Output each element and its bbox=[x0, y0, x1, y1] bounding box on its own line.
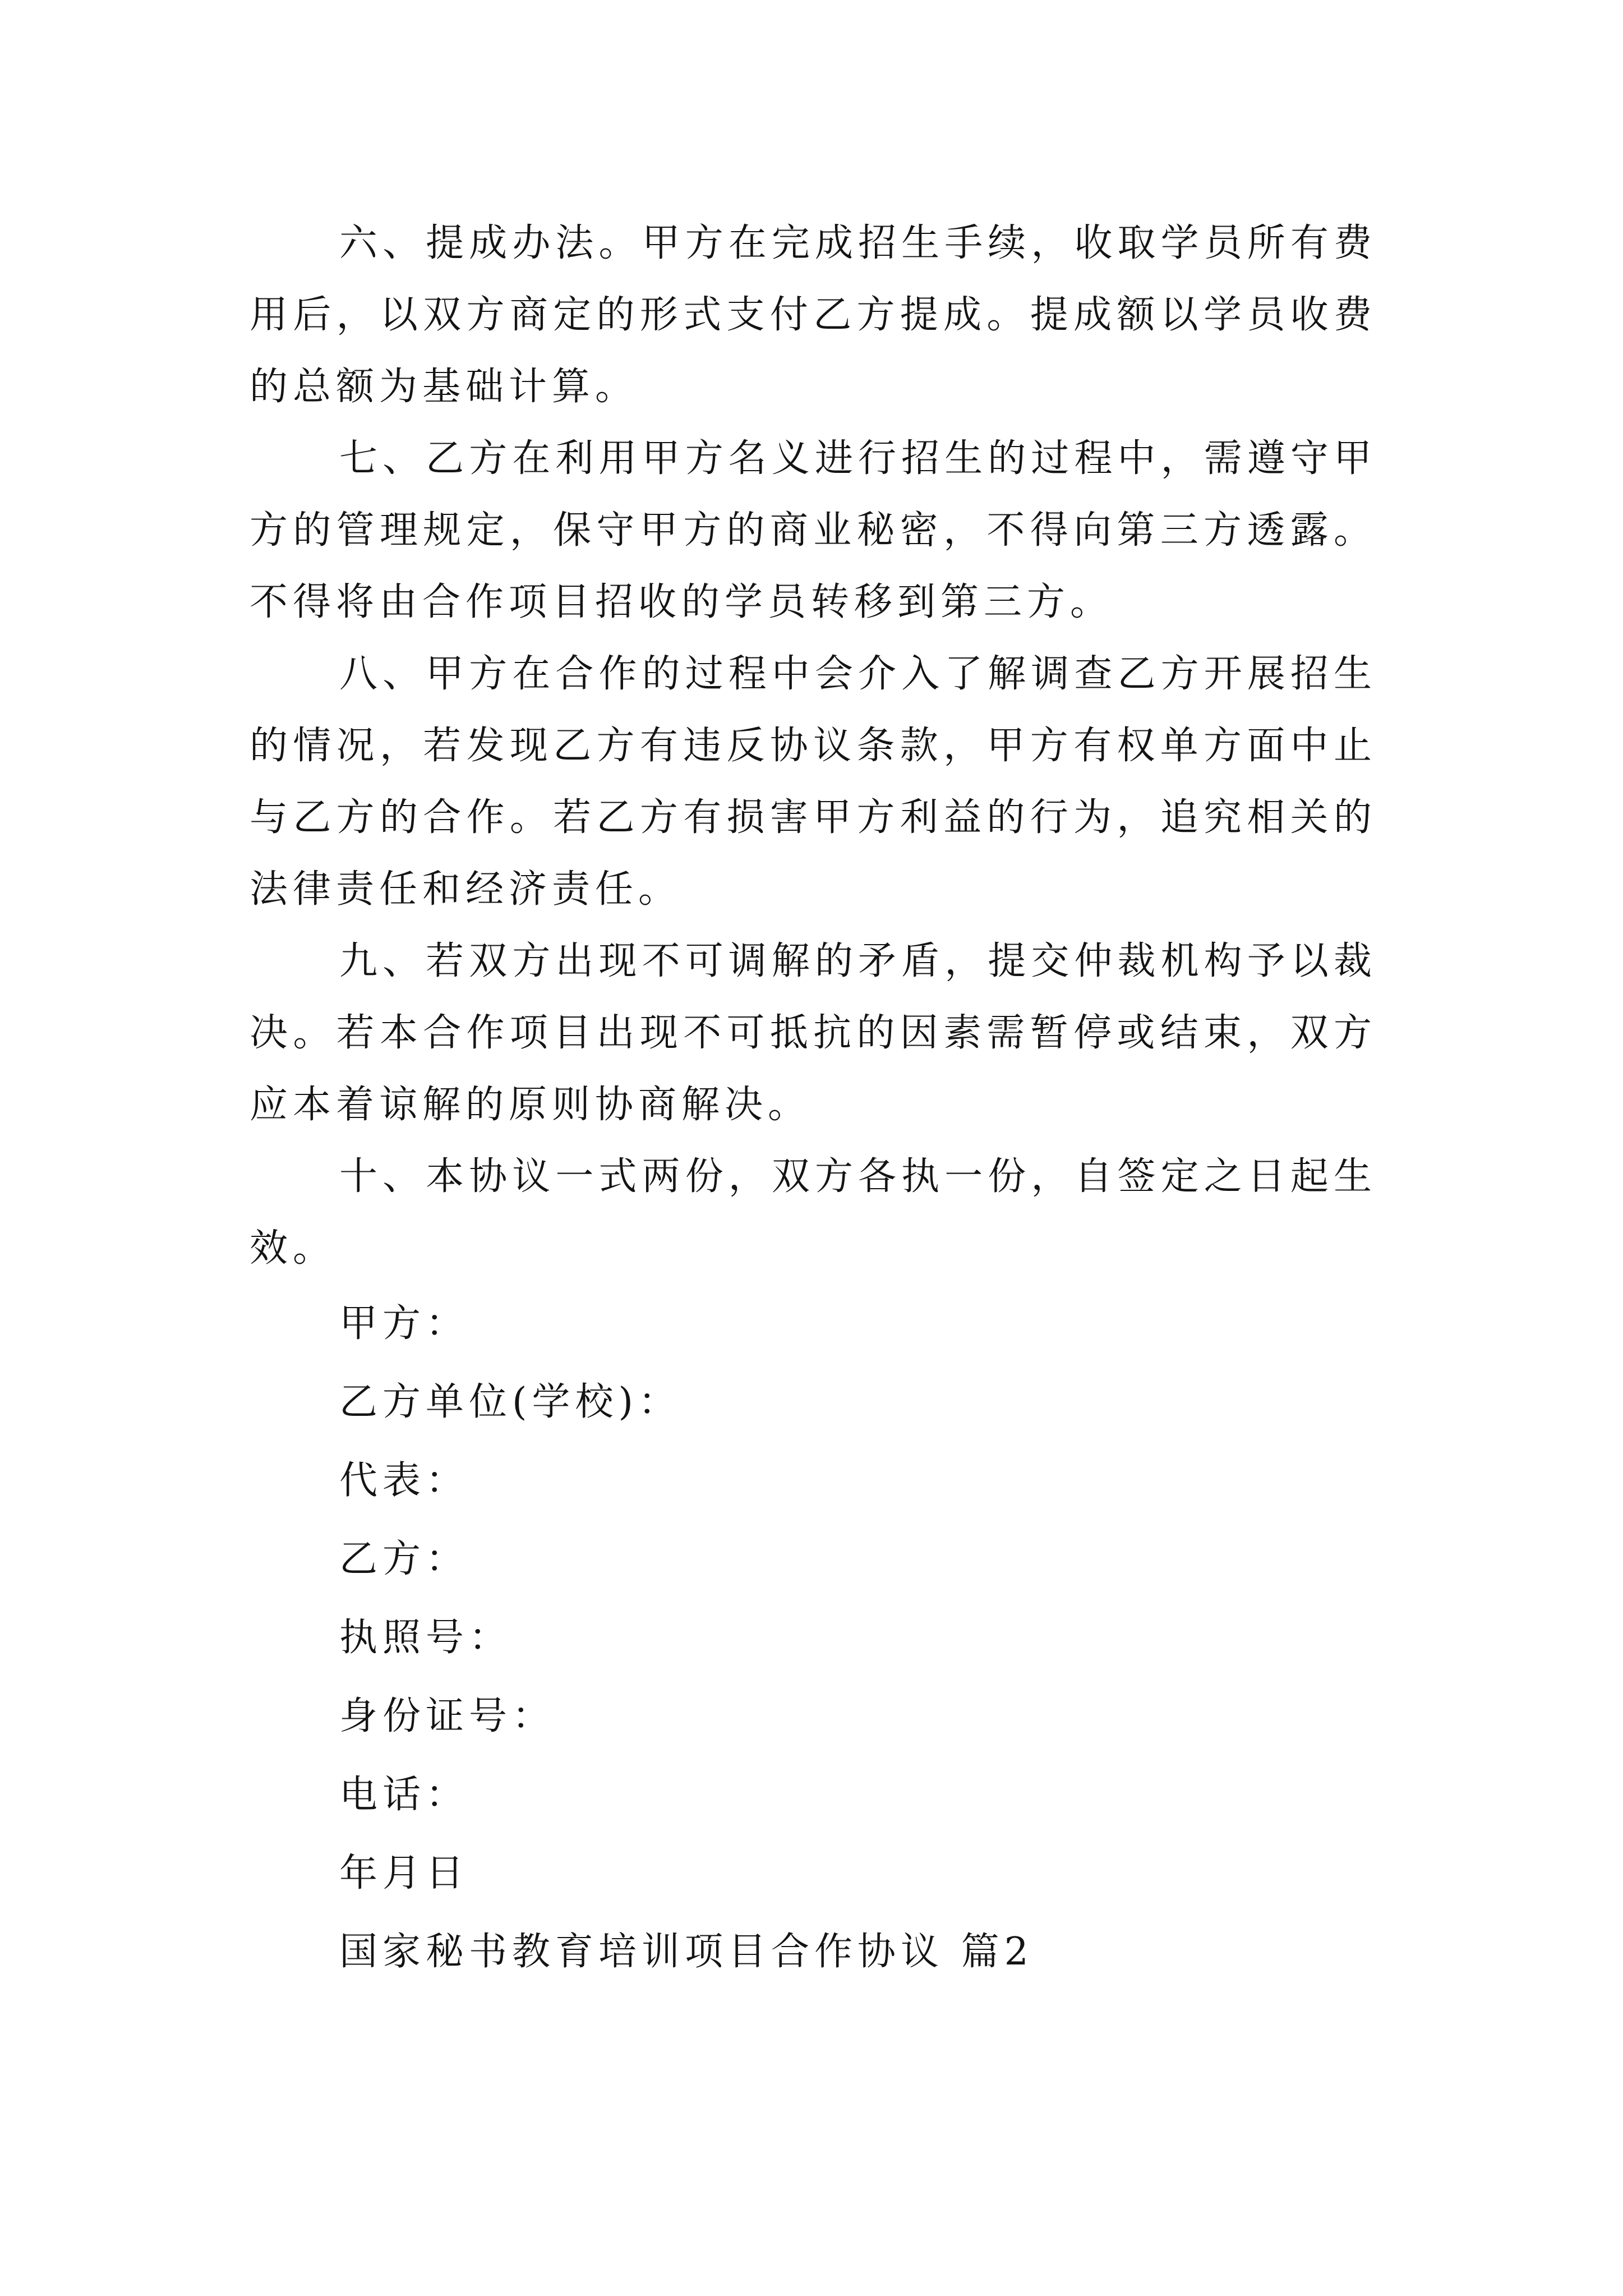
party-b-unit-label: 乙方单位(学校)： bbox=[339, 1380, 682, 1424]
date-label: 年月日 bbox=[339, 1851, 469, 1895]
signature-block bbox=[250, 1285, 1377, 1991]
license-number-label: 执照号： bbox=[339, 1616, 513, 1660]
clause-9: 九、若双方出现不可调解的矛盾，提交仲裁机构予以裁决。若本合作项目出现不可抵抗的因素需暂停或结束，双方应本着谅解的原则协商解决。 bbox=[250, 939, 1377, 1127]
clause-7: 七、乙方在利用甲方名义进行招生的过程中，需遵守甲方的管理规定，保守甲方的商业秘密，不得向第三方透露。不得将由合作项目招收的学员转移到第三方。 bbox=[250, 436, 1377, 624]
id-number-label: 身份证号： bbox=[339, 1694, 556, 1738]
party-b-label: 乙方： bbox=[339, 1537, 469, 1581]
clause-6: 六、提成办法。甲方在完成招生手续，收取学员所有费用后，以双方商定的形式支付乙方提成。提成额以学员收费的总额为基础计算。 bbox=[250, 221, 1377, 409]
phone-label: 电话： bbox=[339, 1773, 469, 1817]
representative-label: 代表： bbox=[339, 1458, 469, 1503]
next-section-title: 国家秘书教育培训项目合作协议 篇2 bbox=[339, 1930, 1034, 1974]
party-a-label: 甲方： bbox=[339, 1301, 469, 1346]
clause-10: 十、本协议一式两份，双方各执一份，自签定之日起生效。 bbox=[250, 1154, 1377, 1271]
clause-8: 八、甲方在合作的过程中会介入了解调查乙方开展招生的情况，若发现乙方有违反协议条款，甲方有权单方面中止与乙方的合作。若乙方有损害甲方利益的行为，追究相关的法律责任和经济责任。 bbox=[250, 652, 1377, 912]
document-body bbox=[250, 208, 1377, 1991]
